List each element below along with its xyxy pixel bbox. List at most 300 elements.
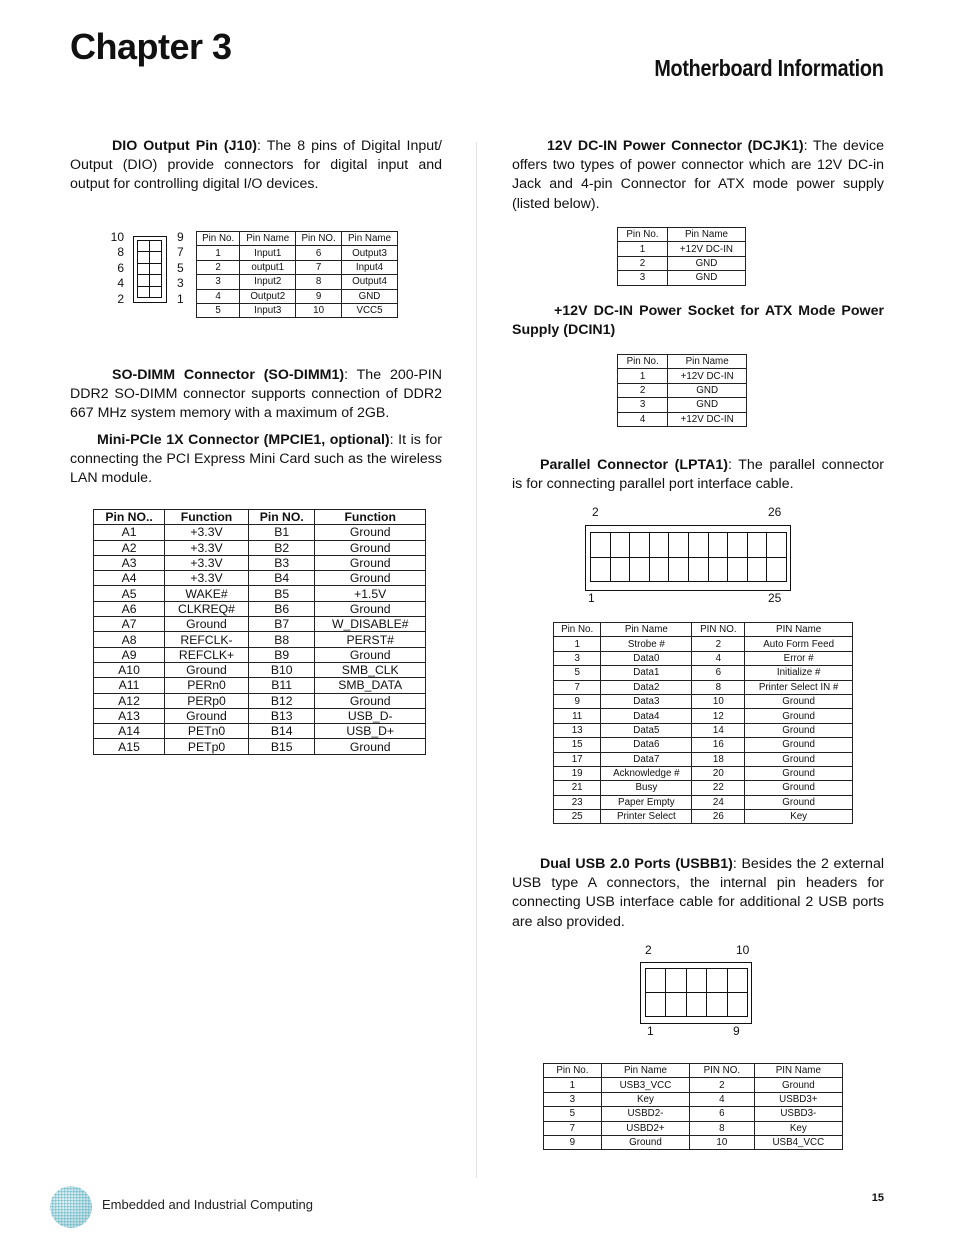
table-cell: 9 (554, 694, 601, 708)
table-cell: Input4 (342, 260, 398, 274)
table-cell: +12V DC-IN (668, 369, 747, 383)
header-pin (686, 992, 707, 1017)
table-cell: SMB_CLK (315, 662, 426, 677)
table-cell: +3.3V (165, 540, 249, 555)
table-cell: 1 (544, 1078, 602, 1092)
lpt-label-top-left: 2 (592, 505, 599, 519)
table-cell: USBD3- (754, 1107, 842, 1121)
chapter-title: Chapter 3 (70, 26, 232, 67)
table-row (554, 709, 853, 723)
table-cell: Ground (745, 709, 853, 723)
table-cell: Ground (745, 752, 853, 766)
pin-number-label: 7 (177, 245, 184, 260)
table-cell: 4 (618, 412, 668, 426)
table-cell: Ground (745, 738, 853, 752)
header-pin (610, 557, 631, 583)
table-row (554, 723, 853, 737)
header-pin (668, 557, 689, 583)
table-cell: +12V DC-IN (667, 242, 745, 256)
table-cell: +3.3V (165, 525, 249, 540)
table-cell: 14 (692, 723, 745, 737)
table-cell: A3 (94, 555, 165, 570)
header-pin (688, 532, 709, 558)
table-cell: B10 (248, 662, 314, 677)
table-cell: 8 (692, 680, 745, 694)
table-cell: A7 (94, 617, 165, 632)
table-row (94, 555, 426, 570)
table-cell: USB_D- (315, 708, 426, 723)
globe-logo-icon (48, 1184, 94, 1230)
column-header: PIN Name (745, 623, 853, 637)
table-cell: USB3_VCC (601, 1078, 689, 1092)
table-row (94, 571, 426, 586)
table-cell: Data4 (601, 709, 692, 723)
table-row (197, 289, 398, 303)
table-cell: 3 (544, 1092, 602, 1106)
table-cell: 2 (618, 256, 668, 270)
header-pin (649, 557, 670, 583)
table-cell: Ground (754, 1078, 842, 1092)
header-pin (766, 557, 787, 583)
table-cell: B8 (248, 632, 314, 647)
table-cell: 3 (554, 651, 601, 665)
column-header: Pin Name (240, 232, 296, 246)
column-header: Pin No. (197, 232, 240, 246)
pin-number-label: 5 (177, 260, 184, 275)
table-cell: 9 (544, 1135, 602, 1149)
lpt-text: : The parallel connector is for connecting parallel port interface cable. (512, 457, 884, 493)
table-cell: USBD2- (601, 1107, 689, 1121)
usb-text: : Besides the 2 external USB type A connectors, the internal pin headers for connecting USB interface cable for additional 2 USB ports are also provided. (512, 856, 884, 930)
table-cell: VCC5 (342, 303, 398, 317)
table-row (618, 398, 747, 412)
column-header: Pin NO. (296, 232, 342, 246)
table-cell: Printer Select (601, 810, 692, 824)
table-row (554, 738, 853, 752)
table-row (544, 1121, 843, 1135)
table-cell: A10 (94, 662, 165, 677)
footer-company: Embedded and Industrial Computing (102, 1197, 314, 1212)
lpt-label-top-right: 26 (768, 505, 782, 519)
dio-title: DIO Output Pin (J10) (112, 138, 257, 154)
header-pin (665, 968, 686, 993)
table-cell: 2 (690, 1078, 755, 1092)
table-row (554, 651, 853, 665)
table-cell: 2 (692, 637, 745, 651)
mpcie-pin-table (93, 509, 426, 755)
table-row (618, 242, 746, 256)
table-cell: B3 (248, 555, 314, 570)
table-cell: 3 (197, 275, 240, 289)
header-pin (590, 532, 611, 558)
column-header: Pin Name (667, 228, 745, 242)
table-cell: Data7 (601, 752, 692, 766)
table-cell: 7 (554, 680, 601, 694)
dcin-description (512, 302, 884, 340)
table-cell: Strobe # (601, 637, 692, 651)
table-cell: PERp0 (165, 693, 249, 708)
table-row (554, 666, 853, 680)
page-number: 15 (871, 1192, 884, 1204)
table-cell: Ground (745, 781, 853, 795)
table-row (94, 693, 426, 708)
table-row (554, 810, 853, 824)
table-row (544, 1078, 843, 1092)
pin-number-label: 2 (117, 291, 124, 306)
table-cell: Output4 (342, 275, 398, 289)
table-cell: Data6 (601, 738, 692, 752)
table-cell: 6 (690, 1107, 755, 1121)
table-cell: +1.5V (315, 586, 426, 601)
table-row (94, 662, 426, 677)
sodimm-text: : The 200-PIN DDR2 SO-DIMM connector supports connection of DDR2 667 MHz system memory with a maximum of 2GB. (70, 367, 442, 422)
table-cell: CLKREQ# (165, 601, 249, 616)
mpcie-description (70, 431, 442, 489)
table-cell: +12V DC-IN (668, 412, 747, 426)
table-cell: Data5 (601, 723, 692, 737)
table-cell: 10 (692, 694, 745, 708)
table-cell: 7 (544, 1121, 602, 1135)
header-pin (706, 992, 727, 1017)
table-row (554, 680, 853, 694)
table-cell: 3 (618, 271, 668, 285)
table-row (94, 647, 426, 662)
table-cell: 12 (692, 709, 745, 723)
table-cell: A8 (94, 632, 165, 647)
header-pin (649, 532, 670, 558)
table-header-row (94, 510, 426, 525)
table-row (197, 303, 398, 317)
table-cell: Data2 (601, 680, 692, 694)
table-cell: B4 (248, 571, 314, 586)
column-header: Pin Name (342, 232, 398, 246)
table-cell: PERn0 (165, 678, 249, 693)
table-cell: Data0 (601, 651, 692, 665)
table-cell: Input3 (240, 303, 296, 317)
table-cell: A12 (94, 693, 165, 708)
table-cell: PETp0 (165, 739, 249, 754)
dcin-pin-table (617, 354, 747, 427)
table-cell: Data1 (601, 666, 692, 680)
table-cell: REFCLK- (165, 632, 249, 647)
table-row (94, 601, 426, 616)
table-cell: Ground (315, 739, 426, 754)
table-cell: 6 (692, 666, 745, 680)
table-cell: Ground (315, 525, 426, 540)
table-row (94, 739, 426, 754)
mpcie-title: Mini-PCIe 1X Connector (MPCIE1, optional) (97, 432, 390, 448)
table-cell: Ground (165, 708, 249, 723)
table-cell: Ground (315, 693, 426, 708)
pin-number-label: 3 (177, 276, 184, 291)
table-cell: 5 (554, 666, 601, 680)
table-cell: Initialize # (745, 666, 853, 680)
header-pin (688, 557, 709, 583)
table-header-row (618, 355, 747, 369)
table-cell: 3 (618, 398, 668, 412)
table-cell: Input1 (240, 246, 296, 260)
table-cell: Ground (745, 694, 853, 708)
header-pin (686, 968, 707, 993)
table-cell: GND (668, 383, 747, 397)
table-cell: 15 (554, 738, 601, 752)
table-cell: Ground (601, 1135, 689, 1149)
column-header: PIN NO. (690, 1064, 755, 1078)
pin-number-label: 9 (177, 230, 184, 244)
table-cell: Ground (315, 555, 426, 570)
table-cell: A2 (94, 540, 165, 555)
table-cell: B7 (248, 617, 314, 632)
table-cell: 21 (554, 781, 601, 795)
table-row (554, 781, 853, 795)
table-cell: 23 (554, 795, 601, 809)
table-cell: A13 (94, 708, 165, 723)
header-pin (708, 557, 729, 583)
table-cell: 2 (618, 383, 668, 397)
table-cell: USBD2+ (601, 1121, 689, 1135)
table-cell: 1 (554, 637, 601, 651)
table-cell: +3.3V (165, 555, 249, 570)
table-row (197, 275, 398, 289)
table-cell: 10 (690, 1135, 755, 1149)
table-cell: 2 (197, 260, 240, 274)
table-cell: Ground (745, 766, 853, 780)
table-cell: 20 (692, 766, 745, 780)
table-cell: 4 (692, 651, 745, 665)
column-header: Pin NO.. (94, 510, 165, 525)
table-header-row (554, 623, 853, 637)
dcjk-text: : The device offers two types of power connector which are 12V DC-in Jack and 4-pin Connector for ATX mode power supply (listed below). (512, 138, 884, 212)
table-header-row (197, 232, 398, 246)
table-cell: Ground (315, 571, 426, 586)
table-cell: GND (667, 256, 745, 270)
table-cell: Ground (165, 662, 249, 677)
table-cell: 11 (554, 709, 601, 723)
table-cell: 9 (296, 289, 342, 303)
table-cell: B14 (248, 724, 314, 739)
table-row (94, 632, 426, 647)
table-cell: Ground (315, 601, 426, 616)
table-row (197, 260, 398, 274)
header-pin (727, 992, 748, 1017)
table-cell: Error # (745, 651, 853, 665)
table-cell: B12 (248, 693, 314, 708)
table-cell: 18 (692, 752, 745, 766)
table-cell: +3.3V (165, 571, 249, 586)
table-header-row (544, 1064, 843, 1078)
table-cell: A1 (94, 525, 165, 540)
table-cell: A4 (94, 571, 165, 586)
column-header: Pin NO. (248, 510, 314, 525)
column-header: Pin No. (618, 355, 668, 369)
table-cell: 13 (554, 723, 601, 737)
table-cell: GND (667, 271, 745, 285)
table-cell: 1 (618, 369, 668, 383)
table-cell: B5 (248, 586, 314, 601)
table-cell: Busy (601, 781, 692, 795)
header-pin (590, 557, 611, 583)
table-cell: output1 (240, 260, 296, 274)
column-divider (476, 142, 477, 1178)
table-cell: 5 (544, 1107, 602, 1121)
table-cell: Auto Form Feed (745, 637, 853, 651)
table-cell: B9 (248, 647, 314, 662)
table-cell: 26 (692, 810, 745, 824)
dcin-title: +12V DC-IN Power Socket for ATX Mode Power Supply (DCIN1) (512, 303, 884, 339)
usb-label-top-right: 10 (736, 943, 750, 957)
table-cell: Paper Empty (601, 795, 692, 809)
table-cell: Ground (745, 795, 853, 809)
table-row (94, 724, 426, 739)
usb-title: Dual USB 2.0 Ports (USBB1) (540, 856, 733, 872)
header-pin (668, 532, 689, 558)
column-header: PIN NO. (692, 623, 745, 637)
column-header: Function (165, 510, 249, 525)
table-cell: 8 (690, 1121, 755, 1135)
header-pin (766, 532, 787, 558)
table-cell: B6 (248, 601, 314, 616)
table-row (197, 246, 398, 260)
table-cell: Key (601, 1092, 689, 1106)
sodimm-title: SO-DIMM Connector (SO-DIMM1) (112, 367, 345, 383)
table-cell: A14 (94, 724, 165, 739)
table-cell: A15 (94, 739, 165, 754)
table-row (554, 694, 853, 708)
header-pin (645, 968, 666, 993)
dio-description (70, 137, 442, 195)
table-row (94, 540, 426, 555)
table-cell: A11 (94, 678, 165, 693)
table-cell: USBD3+ (754, 1092, 842, 1106)
table-cell: REFCLK+ (165, 647, 249, 662)
table-cell: B11 (248, 678, 314, 693)
table-cell: A6 (94, 601, 165, 616)
table-cell: 1 (618, 242, 668, 256)
column-header: Pin Name (668, 355, 747, 369)
header-pin (665, 992, 686, 1017)
table-header-row (618, 228, 746, 242)
dio-text: : The 8 pins of Digital Input/ Output (DIO) provide connectors for digital input and output for controlling digital I/O devices. (70, 138, 442, 193)
lpt-description (512, 456, 884, 494)
header-pin (727, 557, 748, 583)
lpt-label-bottom-right: 25 (768, 591, 782, 605)
header-pin (629, 557, 650, 583)
header-pin (645, 992, 666, 1017)
lpt-label-bottom-left: 1 (588, 591, 595, 605)
table-cell: PETn0 (165, 724, 249, 739)
table-cell: A5 (94, 586, 165, 601)
column-header: PIN Name (754, 1064, 842, 1078)
table-cell: A9 (94, 647, 165, 662)
table-cell: 7 (296, 260, 342, 274)
column-header: Pin No. (544, 1064, 602, 1078)
dcjk-title: 12V DC-IN Power Connector (DCJK1) (547, 138, 804, 154)
column-header: Pin Name (601, 623, 692, 637)
table-cell: Ground (745, 723, 853, 737)
table-cell: Ground (315, 540, 426, 555)
table-cell: GND (342, 289, 398, 303)
table-row (544, 1107, 843, 1121)
table-row (544, 1135, 843, 1149)
table-cell: Printer Select IN # (745, 680, 853, 694)
table-row (94, 617, 426, 632)
table-cell: Ground (315, 647, 426, 662)
pin-number-label: 10 (110, 230, 124, 244)
table-row (554, 752, 853, 766)
table-cell: 22 (692, 781, 745, 795)
table-cell: Output2 (240, 289, 296, 303)
usb-label-bottom-left: 1 (647, 1024, 654, 1038)
table-cell: GND (668, 398, 747, 412)
table-cell: B2 (248, 540, 314, 555)
table-cell: 4 (690, 1092, 755, 1106)
column-header: Pin No. (554, 623, 601, 637)
table-row (554, 795, 853, 809)
table-row (554, 637, 853, 651)
table-cell: Key (754, 1121, 842, 1135)
header-pin (747, 532, 768, 558)
lpt-title: Parallel Connector (LPTA1) (540, 457, 728, 473)
table-cell: 4 (197, 289, 240, 303)
header-pin (747, 557, 768, 583)
header-pin (610, 532, 631, 558)
mpcie-text: : It is for connecting the PCI Express Mini Card such as the wireless LAN module. (70, 432, 442, 487)
dcjk-pin-table (617, 227, 746, 286)
table-cell: 6 (296, 246, 342, 260)
table-cell: 5 (197, 303, 240, 317)
table-row (94, 525, 426, 540)
table-cell: WAKE# (165, 586, 249, 601)
table-row (618, 271, 746, 285)
table-cell: 19 (554, 766, 601, 780)
table-cell: 17 (554, 752, 601, 766)
table-row (618, 256, 746, 270)
table-cell: SMB_DATA (315, 678, 426, 693)
pin-number-label: 8 (117, 245, 124, 260)
table-cell: PERST# (315, 632, 426, 647)
sodimm-description (70, 366, 442, 424)
usb-label-top-left: 2 (645, 943, 652, 957)
table-row (554, 766, 853, 780)
table-cell: Acknowledge # (601, 766, 692, 780)
table-row (618, 383, 747, 397)
table-cell: Key (745, 810, 853, 824)
column-header: Pin Name (601, 1064, 689, 1078)
header-pin (706, 968, 727, 993)
table-cell: Ground (165, 617, 249, 632)
usb-label-bottom-right: 9 (733, 1024, 740, 1038)
pin-number-label: 6 (117, 260, 124, 275)
table-cell: 24 (692, 795, 745, 809)
header-pin (708, 532, 729, 558)
table-cell: Data3 (601, 694, 692, 708)
dio-pin-table (196, 231, 398, 318)
usb-description (512, 855, 884, 932)
table-row (94, 678, 426, 693)
table-cell: 1 (197, 246, 240, 260)
table-cell: B15 (248, 739, 314, 754)
table-cell: W_DISABLE# (315, 617, 426, 632)
header-pin (629, 532, 650, 558)
pin-number-label: 1 (177, 291, 184, 306)
usb-pin-table (543, 1063, 843, 1150)
table-cell: USB4_VCC (754, 1135, 842, 1149)
table-cell: 25 (554, 810, 601, 824)
table-row (544, 1092, 843, 1106)
table-cell: B13 (248, 708, 314, 723)
section-title: Motherboard Information (654, 55, 884, 81)
pin-number-label: 4 (117, 276, 124, 291)
